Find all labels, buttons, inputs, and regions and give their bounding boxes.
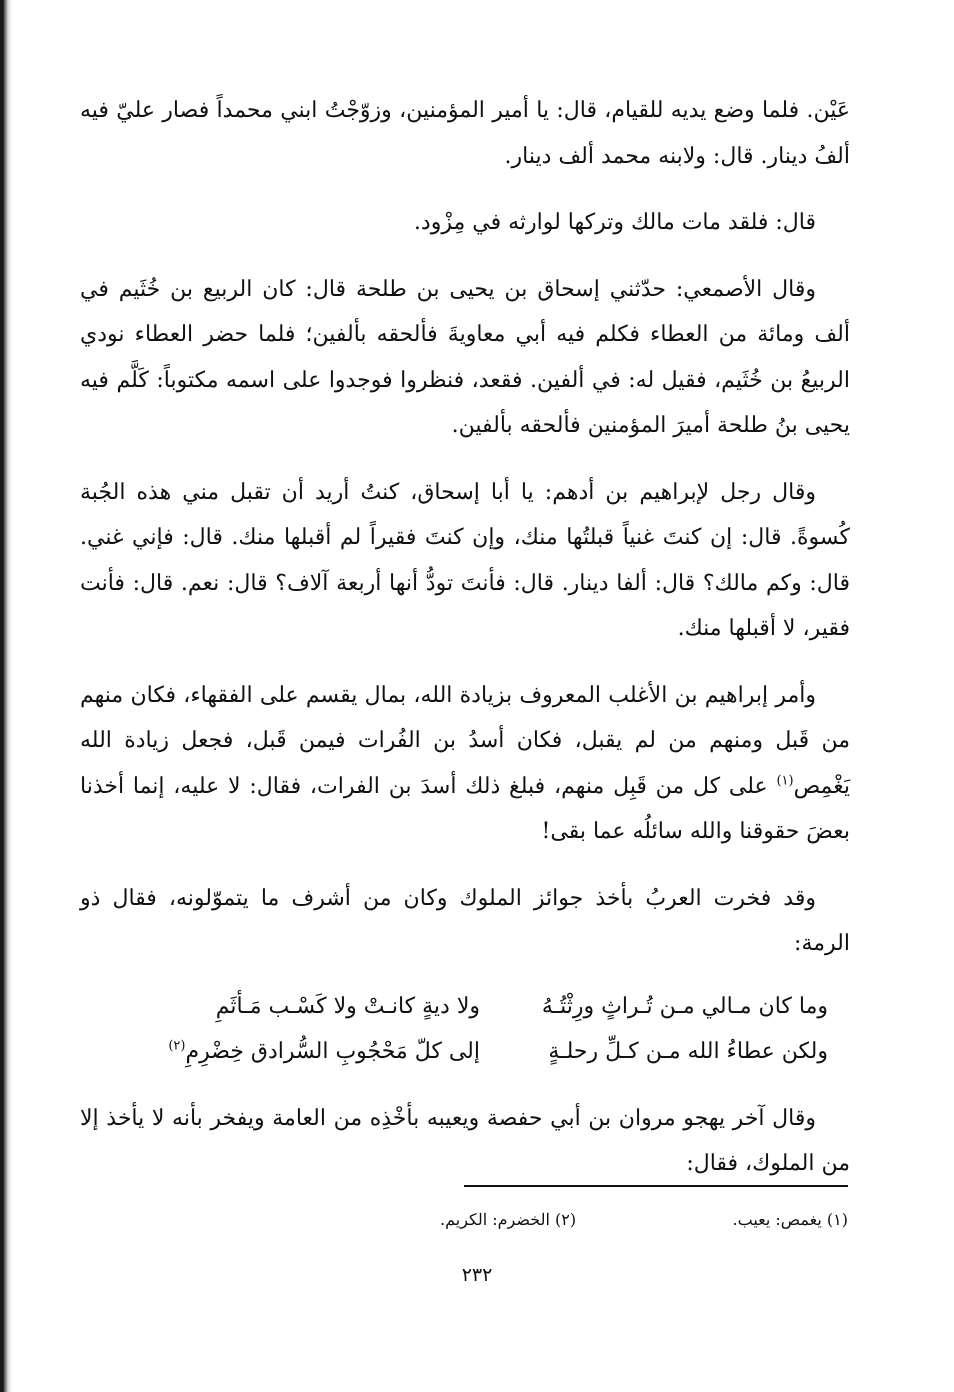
paragraph-6: وقد فخرت العربُ بأخذ جوائز الملوك وكان من أشرف ما يتموّلونه، فقال ذو الرمة: [80,885,850,956]
footnotes [440,1207,848,1233]
footnote-2: (٢) الخضرم: الكريم. [440,1210,577,1229]
paragraph-5-text-a: وأمر إبراهيم بن الأغلب المعروف بزيادة الله، بمال يقسم على الفقهاء، فكان منهم من قَبل ومنهم من لم يقبل، فكان أسدُ بن الفُرات فيمن قَبل، فجعل زيادة الله يَغْمِص [80,682,850,799]
verse-2-second-text: إلى كلّ مَحْجُوبِ السُّرادق خِضْرِمِ [185,1039,480,1064]
page-body [80,88,850,1208]
paragraph-7: وقال آخر يهجو مروان بن أبي حفصة ويعيبه بأخْذِه من العامة ويفخر بأنه لا يأخذ إلا من الملوك، فقال: [80,1105,850,1176]
paragraph-2: قال: فلقد مات مالك وتركها لوارثه في مِزْود. [413,210,816,235]
paragraph-5-text-b: على كل من قَبِل منهم، فبلغ ذلك أسدَ بن الفرات، فقال: لا عليه، إنما أخذنا بعضَ حقوقنا والله سائلُه عما بقى! [80,773,850,844]
footnote-marker-2: (٢) [168,1038,186,1054]
footnote-1: (١) يغمص: يعيب. [732,1210,848,1229]
paragraph-4: وقال رجل لإبراهيم بن أدهم: يا أبا إسحاق، كنتُ أريد أن تقبل مني هذه الجُبة كُسوةً. قال: إن كنتَ غنياً قبلتُها منك، وإن كنتَ فقيراً لم أقبلها منك. قال: فإني غني. قال: وكم مالك؟ قال: ألفا دينار. قال: فأنتَ تودُّ أنها أربعة آلاف؟ قال: نعم. قال: فأنت فقير، لا أقبلها منك. [80,479,850,641]
verse-line-2 [80,1029,850,1075]
paragraph-1: عَيْن. فلما وضع يديه للقيام، قال: يا أمير المؤمنين، وزوّجْتُ ابني محمداً فصار عليّ فيه ألفُ دينار. قال: ولابنه محمد ألف دينار. [80,98,850,169]
page-number: ٢٣٢ [461,1264,493,1286]
paragraph-3: وقال الأصمعي: حدّثني إسحاق بن يحيى بن طلحة قال: كان الربيع بن خُثَيم في ألف ومائة من العطاء فكلم فيه أبي معاويةَ فألحقه بألفين؛ فلما حضر العطاء نودي الربيعُ بن خُثَيم، فقيل له: في ألفين. فقعد، فنظروا فوجدوا على اسمه مكتوباً: كَلَّم فيه يحيى بنُ طلحة أميرَ المؤمنين فألحقه بألفين. [80,276,850,438]
verse-1-second-hemistich [140,984,480,1030]
footnote-marker-1: (١) [776,773,794,789]
page-binding-edge [0,0,12,1392]
verse-2-first-hemistich: ولكن عطاءُ الله مـن كـلِّ رحلـةٍ [548,1039,828,1064]
verse-1-first-hemistich: وما كان مـالي مـن تُـراثٍ ورِثْتُـهُ [541,993,828,1019]
verse-line-1 [80,984,850,1030]
paragraph-5 [80,673,850,855]
verse-1-second-text: ولا ديةٍ كانـتْ ولا كَسْـب مَـأثَمِ [215,993,480,1019]
footnote-separator [464,1185,848,1187]
verse-2-second-hemistich [140,1029,480,1075]
poem-verses [80,984,850,1075]
